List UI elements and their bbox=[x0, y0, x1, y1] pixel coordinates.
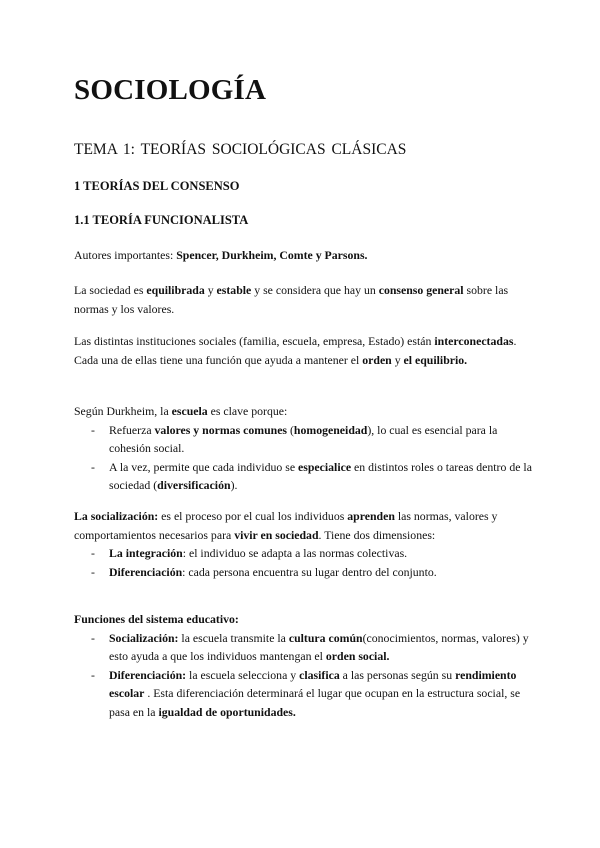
paragraph-socializacion bbox=[74, 507, 534, 581]
tema-heading: TEMA 1: TEORÍAS SOCIOLÓGICAS CLÁSICAS bbox=[74, 141, 407, 158]
paragraph-durkheim bbox=[74, 402, 534, 495]
list-item bbox=[74, 544, 534, 563]
list-item bbox=[74, 458, 534, 495]
bold-text: orden social. bbox=[325, 649, 390, 663]
bold-text: interconectadas bbox=[434, 334, 514, 348]
text: Las distintas instituciones sociales (familia, escuela, empresa, Estado) están bbox=[74, 334, 435, 348]
autores-label: Autores importantes: bbox=[74, 248, 177, 262]
funciones-list bbox=[74, 629, 534, 722]
list-item bbox=[74, 629, 534, 666]
text: en distintos roles o tareas dentro de la sociedad ( bbox=[109, 459, 532, 492]
paragraph-equilibrio bbox=[74, 281, 534, 318]
text: las normas, valores y comportamientos necesarios para bbox=[74, 509, 498, 542]
text: . Cada una de ellas tiene una función que ayuda a mantener el bbox=[74, 334, 517, 367]
autores-paragraph bbox=[74, 246, 534, 265]
dash-marker: - bbox=[91, 546, 95, 560]
bold-text: consenso general bbox=[378, 283, 464, 297]
text: (conocimientos, normas, valores) y esto ayuda a que los individuos mantengan el bbox=[109, 630, 529, 663]
bold-text: estable bbox=[216, 283, 252, 297]
text: y se considera que hay un bbox=[251, 283, 379, 297]
dash-marker: - bbox=[91, 459, 95, 474]
dash-marker: - bbox=[91, 422, 95, 437]
text: : el individuo se adapta a las normas colectivas. bbox=[182, 546, 408, 560]
text: . Esta diferenciación determinará el lugar que ocupan en la estructura social, se pasa en la bbox=[109, 686, 521, 719]
socializacion-list bbox=[74, 544, 534, 581]
bold-text: clasifica bbox=[299, 667, 340, 682]
bold-text: escuela bbox=[171, 404, 208, 418]
bold-text: igualdad de oportunidades. bbox=[158, 704, 296, 719]
dash-marker: - bbox=[91, 630, 95, 645]
list-item bbox=[74, 666, 534, 722]
text: ), lo cual es esencial para la cohesión social. bbox=[109, 422, 498, 455]
section-heading-consenso: 1 TEORÍAS DEL CONSENSO bbox=[74, 179, 240, 193]
bold-text: La integración bbox=[109, 546, 183, 560]
text: : cada persona encuentra su lugar dentro del conjunto. bbox=[182, 564, 437, 579]
paragraph-instituciones bbox=[74, 332, 534, 369]
list-item bbox=[74, 421, 534, 458]
bold-text: aprenden bbox=[347, 509, 395, 523]
list-item bbox=[74, 563, 534, 582]
text: Refuerza bbox=[109, 422, 155, 437]
text: la escuela transmite la bbox=[178, 630, 289, 645]
bold-text: homogeneidad bbox=[293, 422, 368, 437]
durkheim-intro bbox=[74, 402, 534, 421]
dash-marker: - bbox=[91, 564, 95, 579]
text: ( bbox=[287, 422, 294, 437]
autores-names: Spencer, Durkheim, Comte y Parsons. bbox=[176, 248, 368, 262]
text: es el proceso por el cual los individuos bbox=[158, 509, 348, 523]
text: es clave porque: bbox=[207, 404, 288, 418]
text: a las personas según su bbox=[339, 667, 456, 682]
bold-text: equilibrada bbox=[146, 283, 205, 297]
bold-text: especialice bbox=[298, 459, 352, 474]
text: y bbox=[391, 352, 404, 367]
bold-text: vivir en sociedad bbox=[234, 527, 319, 542]
text: la escuela selecciona y bbox=[186, 667, 300, 682]
bold-text: La socialización: bbox=[74, 509, 159, 523]
bold-text: Socialización: bbox=[109, 630, 179, 645]
subsection-heading-funcionalista: 1.1 TEORÍA FUNCIONALISTA bbox=[74, 213, 249, 227]
text: ). bbox=[230, 478, 238, 492]
bold-text: el equilibrio. bbox=[403, 352, 468, 367]
bold-text: valores y normas comunes bbox=[154, 422, 288, 437]
text: A la vez, permite que cada individuo se bbox=[109, 459, 299, 474]
bold-text: diversificación bbox=[157, 478, 231, 492]
bold-text: cultura común bbox=[288, 630, 363, 645]
text: . Tiene dos dimensiones: bbox=[318, 527, 436, 542]
funciones-heading: Funciones del sistema educativo: bbox=[74, 612, 239, 626]
text: sobre las normas y los valores. bbox=[74, 283, 509, 316]
durkheim-list bbox=[74, 421, 534, 495]
text: y bbox=[204, 283, 217, 297]
text: La sociedad es bbox=[74, 283, 147, 297]
socializacion-intro bbox=[74, 507, 534, 544]
bold-text: orden bbox=[362, 352, 392, 367]
bold-text: rendimiento escolar bbox=[109, 667, 517, 700]
section-funciones bbox=[74, 610, 534, 721]
bold-text: Diferenciación bbox=[109, 564, 183, 579]
bold-text: Diferenciación: bbox=[109, 667, 187, 682]
text: Según Durkheim, la bbox=[74, 404, 172, 418]
dash-marker: - bbox=[91, 667, 95, 682]
page-title: SOCIOLOGÍA bbox=[74, 74, 267, 106]
